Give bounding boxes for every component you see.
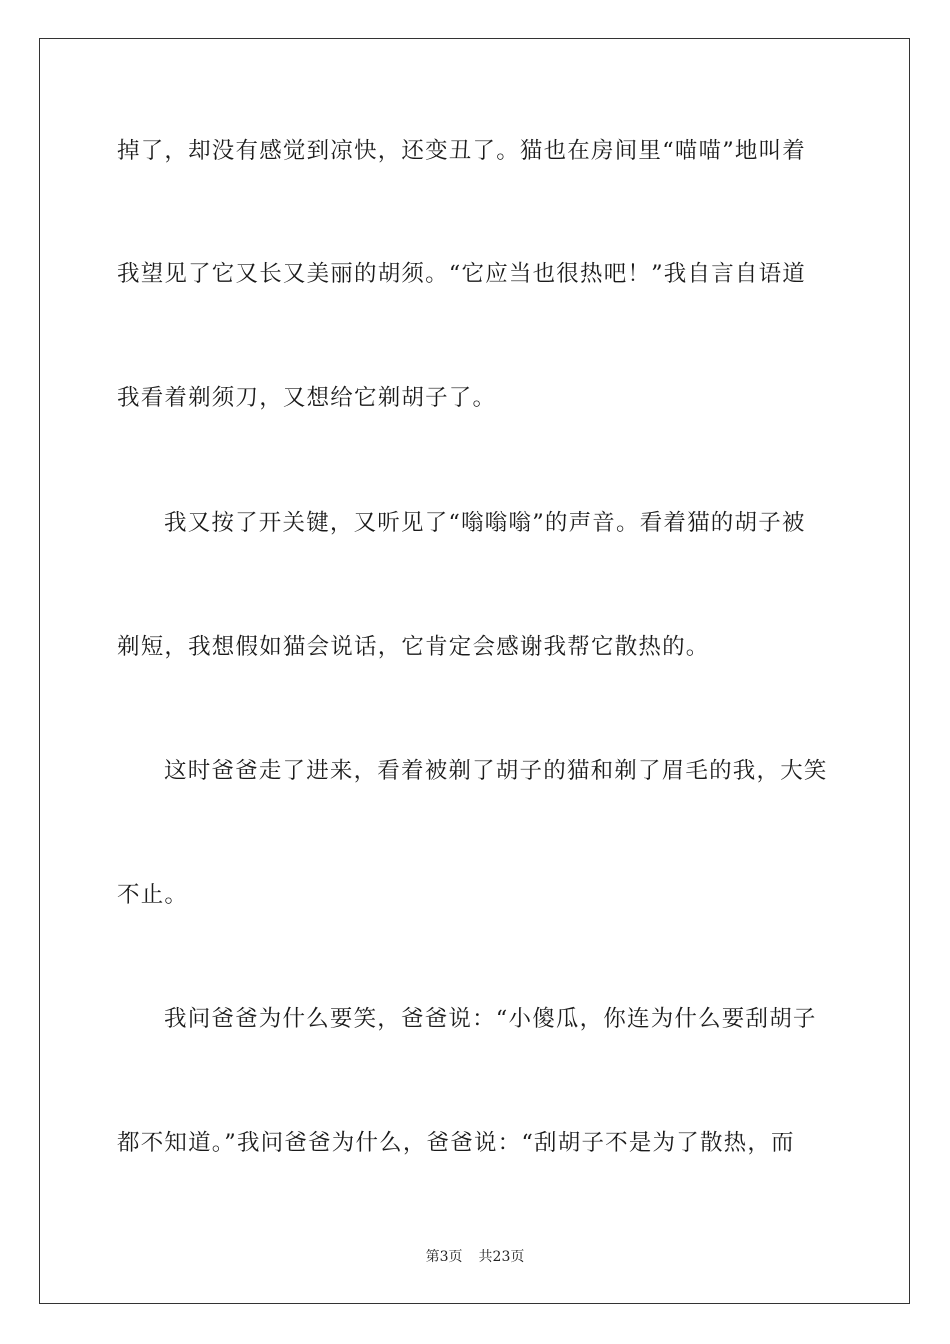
text-line-8: 我问爸爸为什么要笑，爸爸说：“小傻瓜，你连为什么要刮胡子 <box>164 1006 817 1032</box>
text-line-6: 这时爸爸走了进来，看着被剃了胡子的猫和剃了眉毛的我，大笑 <box>164 758 828 784</box>
text-line-5: 剃短，我想假如猫会说话，它肯定会感谢我帮它散热的。 <box>117 634 710 660</box>
page-border <box>39 38 910 1304</box>
text-line-9: 都不知道。”我问爸爸为什么，爸爸说：“刮胡子不是为了散热，而 <box>117 1130 795 1156</box>
page-footer <box>0 1248 950 1266</box>
total-pages: 共23页 <box>478 1249 525 1265</box>
text-line-7: 不止。 <box>117 882 189 908</box>
text-line-1: 掉了，却没有感觉到凉快，还变丑了。猫也在房间里“喵喵”地叫着 <box>117 138 807 164</box>
text-line-3: 我看着剃须刀，又想给它剃胡子了。 <box>117 385 497 411</box>
text-line-2: 我望见了它又长又美丽的胡须。“它应当也很热吧！”我自言自语道 <box>117 261 807 287</box>
text-line-4: 我又按了开关键，又听见了“嗡嗡嗡”的声音。看着猫的胡子被 <box>164 510 806 536</box>
page-number: 第3页 <box>425 1249 463 1265</box>
